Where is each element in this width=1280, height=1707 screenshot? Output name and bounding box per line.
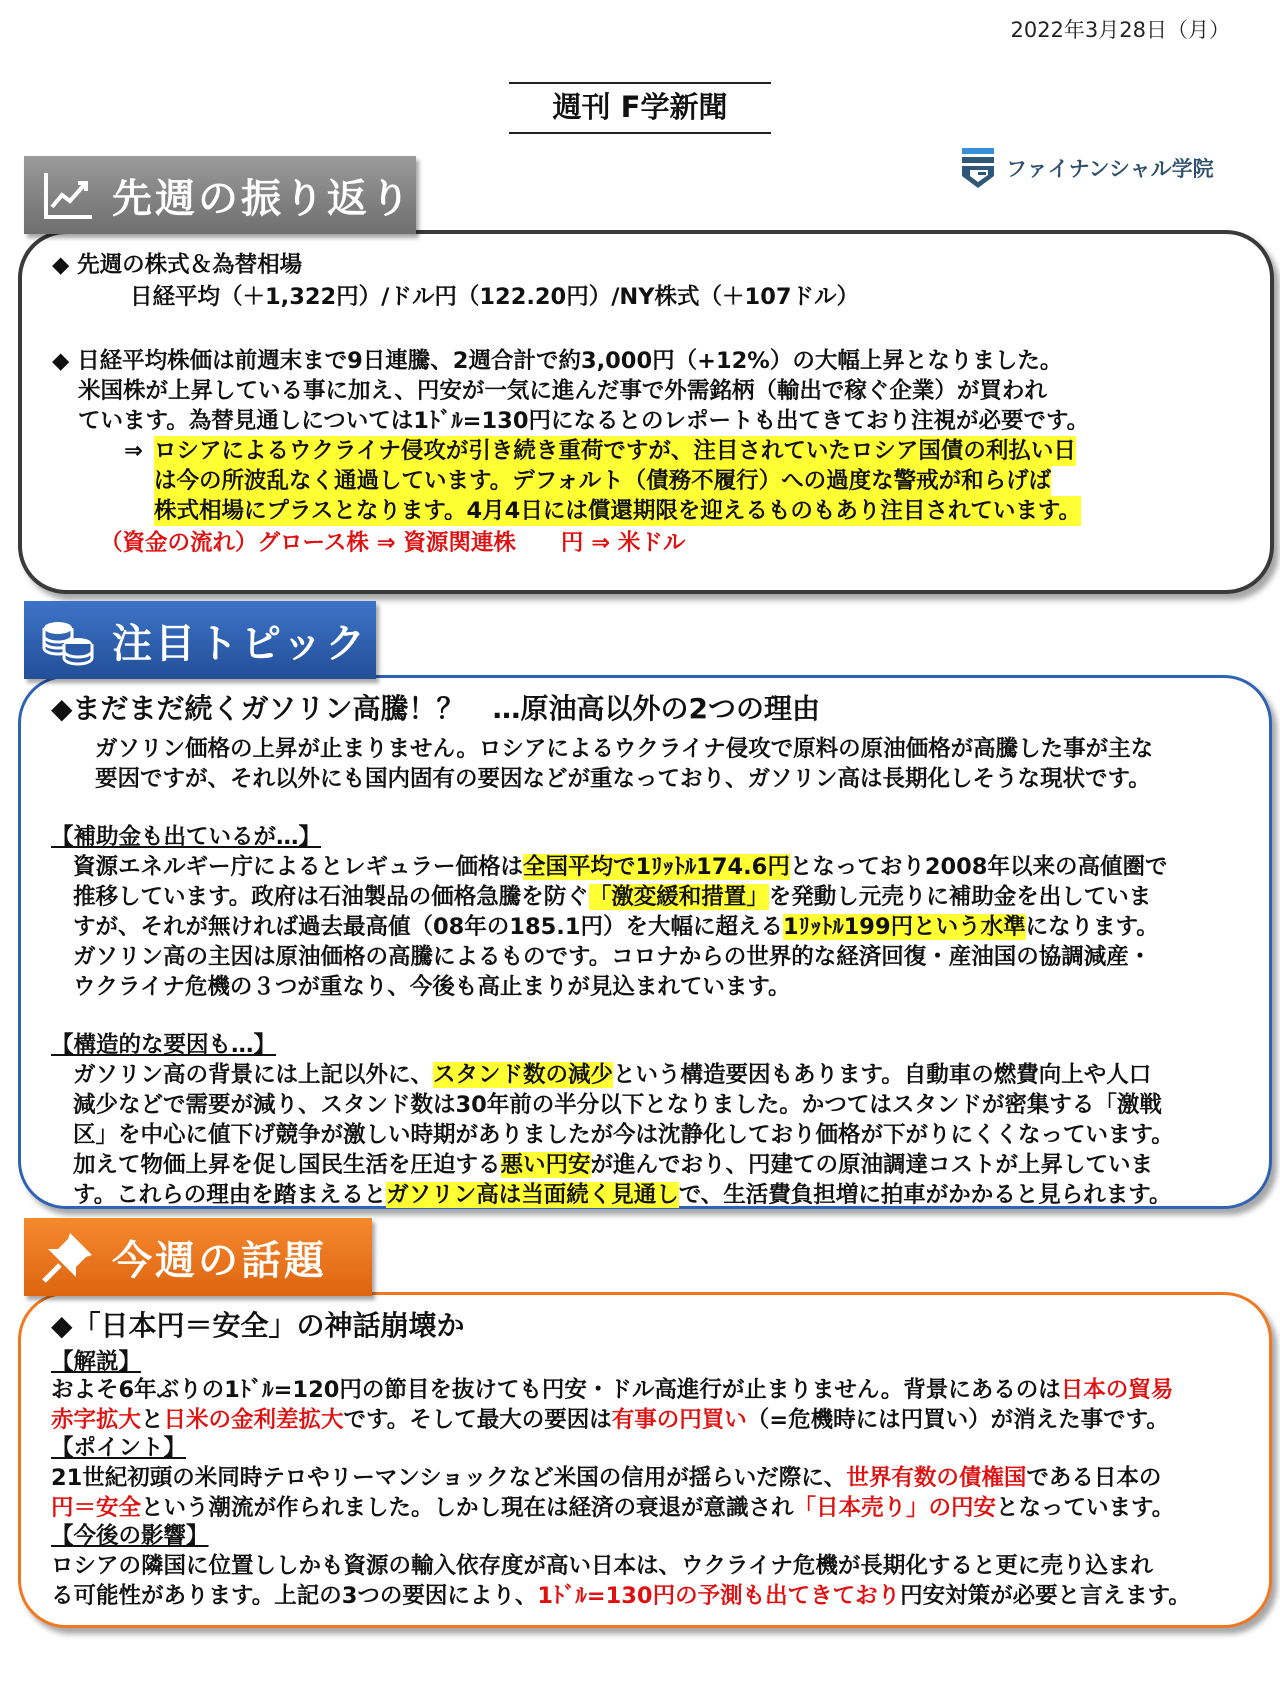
- week-tab: [24, 1218, 372, 1296]
- subsidy-subheading: 【補助金も出ているが…】: [51, 824, 322, 850]
- review-box: [18, 230, 1274, 594]
- review-para-1: ◆ 日経平均株価は前週末まで9日連騰、2週合計で約3,000円（+12%）の大幅上昇となりました。: [52, 348, 1063, 374]
- topic-p1-line-3: すが、それが無ければ過去最高値（08年の185.1円）を大幅に超える1ﾘｯﾄﾙ199円という水準になります。: [73, 914, 1159, 940]
- week-p3-line-1: ロシアの隣国に位置ししかも資源の輸入依存度が高い日本は、ウクライナ危機が長期化すると更に売り込まれ: [51, 1553, 1153, 1579]
- review-tab-label: 先週の振り返り: [112, 175, 413, 222]
- topic-tab: [24, 601, 376, 679]
- newspaper-title: 週刊 F学新聞: [509, 82, 771, 134]
- point-subheading: 【ポイント】: [51, 1435, 187, 1461]
- review-para-3: ています。為替見通しについては1ﾄﾞﾙ=130円になるとのレポートも出てきており注視が必要です。: [78, 408, 1090, 434]
- review-highlight-3: 株式相場にプラスとなります。4月4日には償還期限を迎えるものもあり注目されています。: [154, 498, 1082, 524]
- money-flow: （資金の流れ）グロース株 ⇒ 資源関連株 円 ⇒ 米ドル: [100, 530, 686, 556]
- week-p3-line-2: る可能性があります。上記の3つの要因により、1ﾄﾞﾙ=130円の予測も出てきており円安対策が必要と言えます。: [51, 1583, 1191, 1609]
- pushpin-icon: [38, 1227, 98, 1287]
- market-heading: ◆ 先週の株式＆為替相場: [52, 252, 303, 278]
- topic-p2-line-2: 減少などで需要が減り、スタンド数は30年前の半分以下となりました。かつてはスタンドが密集する「激戦: [73, 1092, 1162, 1118]
- week-p1-line-2: 赤字拡大と日米の金利差拡大です。そして最大の要因は有事の円買い（=危機時には円買い）が消えた事です。: [51, 1407, 1169, 1433]
- market-values: 日経平均（＋1,322円）/ドル円（122.20円）/NY株式（＋107ドル）: [130, 284, 860, 310]
- week-tab-label: 今週の話題: [112, 1237, 327, 1284]
- topic-p1-line-4: ガソリン高の主因は原油価格の高騰によるものです。コロナからの世界的な経済回復・産油国の協調減産・: [73, 944, 1152, 970]
- review-highlight-1: ロシアによるウクライナ侵攻が引き続き重荷ですが、注目されていたロシア国債の利払い日: [154, 438, 1076, 464]
- issue-date: 2022年3月28日（月）: [1010, 18, 1230, 42]
- logo-mark-icon: [960, 146, 996, 190]
- arrow-mark: ⇒: [124, 438, 143, 464]
- topic-tab-label: 注目トピック: [112, 620, 369, 667]
- future-subheading: 【今後の影響】: [51, 1523, 209, 1549]
- topic-p1-line-5: ウクライナ危機の３つが重なり、今後も高止まりが見込まれています。: [73, 974, 791, 1000]
- school-logo: [960, 146, 1214, 190]
- week-p2-line-2: 円＝安全という潮流が作られました。しかし現在は経済の衰退が意識され「日本売り」の円安となっています。: [51, 1495, 1175, 1521]
- topic-p2-line-1: ガソリン高の背景には上記以外に、スタンド数の減少という構造要因もあります。自動車の燃費向上や人口: [73, 1062, 1152, 1088]
- review-para-2: 米国株が上昇している事に加え、円安が一気に進んだ事で外需銘柄（輸出で稼ぐ企業）が買われ: [78, 378, 1047, 404]
- week-heading: ◆「日本円＝安全」の神話崩壊か: [51, 1309, 465, 1342]
- structural-subheading: 【構造的な要因も…】: [51, 1032, 277, 1058]
- topic-p1-line-1: 資源エネルギー庁によるとレギュラー価格は全国平均で1ﾘｯﾄﾙ174.6円となっており2008年以来の高値圏で: [73, 854, 1168, 880]
- week-p2-line-1: 21世紀初頭の米同時テロやリーマンショックなど米国の信用が揺らいだ際に、世界有数の債権国である日本の: [51, 1465, 1162, 1491]
- week-box: [18, 1292, 1272, 1628]
- topic-intro-2: 要因ですが、それ以外にも国内固有の要因などが重なっており、ガソリン高は長期化しそうな現状です。: [95, 766, 1151, 792]
- trend-chart-icon: [38, 165, 98, 225]
- topic-p2-line-4: 加えて物価上昇を促し国民生活を圧迫する悪い円安が進んでおり、円建ての原油調達コストが上昇していま: [73, 1152, 1154, 1178]
- logo-text: ファイナンシャル学院: [1006, 157, 1214, 181]
- topic-p2-line-5: す。これらの理由を踏まえるとガソリン高は当面続く見通しで、生活費負担増に拍車がかかると見られます。: [73, 1182, 1172, 1208]
- review-highlight-2: は今の所波乱なく通過しています。デフォルト（債務不履行）への過度な警戒が和らげば: [154, 468, 1052, 494]
- topic-heading: ◆まだまだ続くガソリン高騰！？ …原油高以外の2つの理由: [51, 692, 821, 725]
- topic-p2-line-3: 区」を中心に値下げ競争が激しい時期がありましたが今は沈静化しており価格が下がりにくくなっています。: [73, 1122, 1174, 1148]
- week-p1-line-1: およそ6年ぶりの1ﾄﾞﾙ=120円の節目を抜けても円安・ドル高進行が止まりません。背景にあるのは日本の貿易: [51, 1377, 1174, 1403]
- review-tab: [24, 156, 416, 234]
- explanation-subheading: 【解説】: [51, 1349, 142, 1375]
- topic-intro-1: ガソリン価格の上昇が止まりません。ロシアによるウクライナ侵攻で原料の原油価格が高騰した事が主な: [95, 736, 1154, 762]
- topic-p1-line-2: 推移しています。政府は石油製品の価格急騰を防ぐ「激変緩和措置」を発動し元売りに補助金を出していま: [73, 884, 1152, 910]
- topic-box: [18, 675, 1272, 1209]
- coins-icon: [38, 610, 98, 670]
